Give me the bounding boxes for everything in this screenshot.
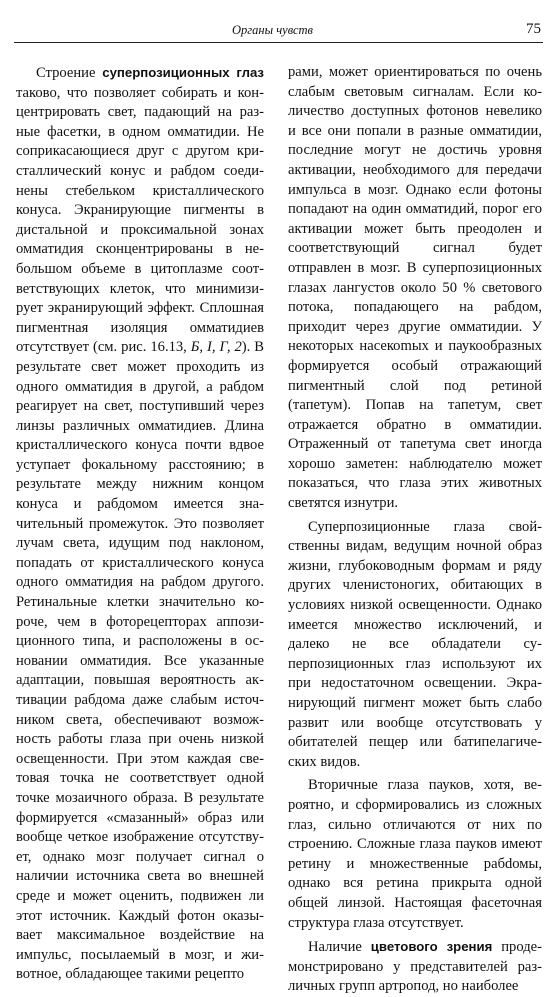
figure-reference: Б, I, Г, 2: [190, 339, 242, 356]
term-color-vision: цветового зрения: [370, 939, 493, 955]
running-title: Органы чувств: [232, 23, 313, 37]
term-superposition-eyes: суперпозиционных глаз: [102, 65, 264, 80]
right-column: [288, 63, 542, 997]
text-run: продемонстрировано у представителей различных групп артропод, но наиболее: [288, 939, 542, 995]
text-run: Наличие: [308, 939, 371, 956]
page-number: 75: [526, 21, 541, 37]
text-run: таково, что позволяет собирать и концентрировать свет, падающий на разные фасетки, в одном омматидии. Не соприкасающиеся друг с другом кристаллический конус и рабдом соединены стебельком кристаллического конуса. Экранирующие пигменты в дистальной и проксимальной зонах омматидия сконцентрированы в небольшом объеме в цитоплазме соответствующих клеток, что минимизирует экранирующий эффект. Сплошная пигментная изоляция омматидиев отсутствует (см. рис. 16.13,: [16, 84, 264, 356]
paragraph-superposition-habitats: Суперпозиционные глаза свойственны видам, ведущим ночной образ жизни, глубоководным формам и ряду других членистоногих, обитающих в условиях низкой освещенности. Однако имеется множество исключений, и далеко не все обладатели суперпозиционных глаз используют их при недостаточном освещении. Экранирующий пигмент может быть слабо развит или вообще отсутствовать у обитателей пещер или батипелагических видов.: [288, 518, 542, 770]
paragraph-superposition-structure: [16, 63, 264, 985]
text-run: ). В результате свет может проходить из одного омматидия в другой, а рабдом реагирует на свет, поступивший через линзы различных омматидиев. Длина кристаллического конуса почти вдвое уступает фокальному расстоянию; в результате между нижним концом конуса и рабдомом имеется значительный промежуток. Это позволяет лучам света, идущим под наклоном, попадать от кристаллического конуса одного омматидия на рабдом другого. Ретинальные клетки значительно короче, чем в фоторецепторах аппозиционного типа, и расположены в основании омматидия. Все указанные адаптации, повышая вероятность активации рабдома даже слабым источником света, обеспечивают возможность работы глаза при очень низкой освещенности. При этом каждая световая точка не соответствует одной точке мозаичного образа. В результате формируется «смазанный» образ или вообще четкое изображение отсутствует, однако мозг получает сигнал о наличии источника света во внешней среде и может оценить, подвижен ли этот источник. Каждый фотон оказывает максимальное воздействие на импульс, посылаемый в мозг, и животное, обладающее такими рецепто: [16, 339, 264, 983]
running-header: [14, 20, 543, 43]
paragraph-spider-eyes: Вторичные глаза пауков, хотя, вероятно, и сформировались из сложных глаз, сильно отличаются от них по строению. Сложные глаза пауков имеют ретину и множественные рабdомы, однако вся ретина прикрыта одной общей линзой. Настоящая фасеточная структура глаза отсутствует.: [288, 777, 542, 931]
left-column: [16, 63, 264, 985]
paragraph-continuation: рами, может ориентироваться по очень слабым световым сигналам. Если количество доступных фотонов невелико и все они попали в разные омматидии, последние могут не достичь уровня активации, необходимого для передачи импульса в мозг. Однако если фотоны попадают на один омматидий, порог его активации может быть преодолен и соответствующий сигнал будет отправлен в мозг. В суперпозиционных глазах лангустов около 50 % светового потока, попадающего на рабдом, приходит через другие омматидии. У некоторых насекоmых и паукообразных формируется особый отражающий пигментный слой под ретиной (тапетум). Попав на тапетум, свет отражается обратно в омматидии. Отраженный от тапетума свет иногда хорошо заметен: наблюдателю может показаться, что глаза этих животных светятся изнутри.: [288, 64, 542, 512]
paragraph-color-vision: [288, 937, 542, 997]
text-run: Строение: [36, 65, 103, 81]
